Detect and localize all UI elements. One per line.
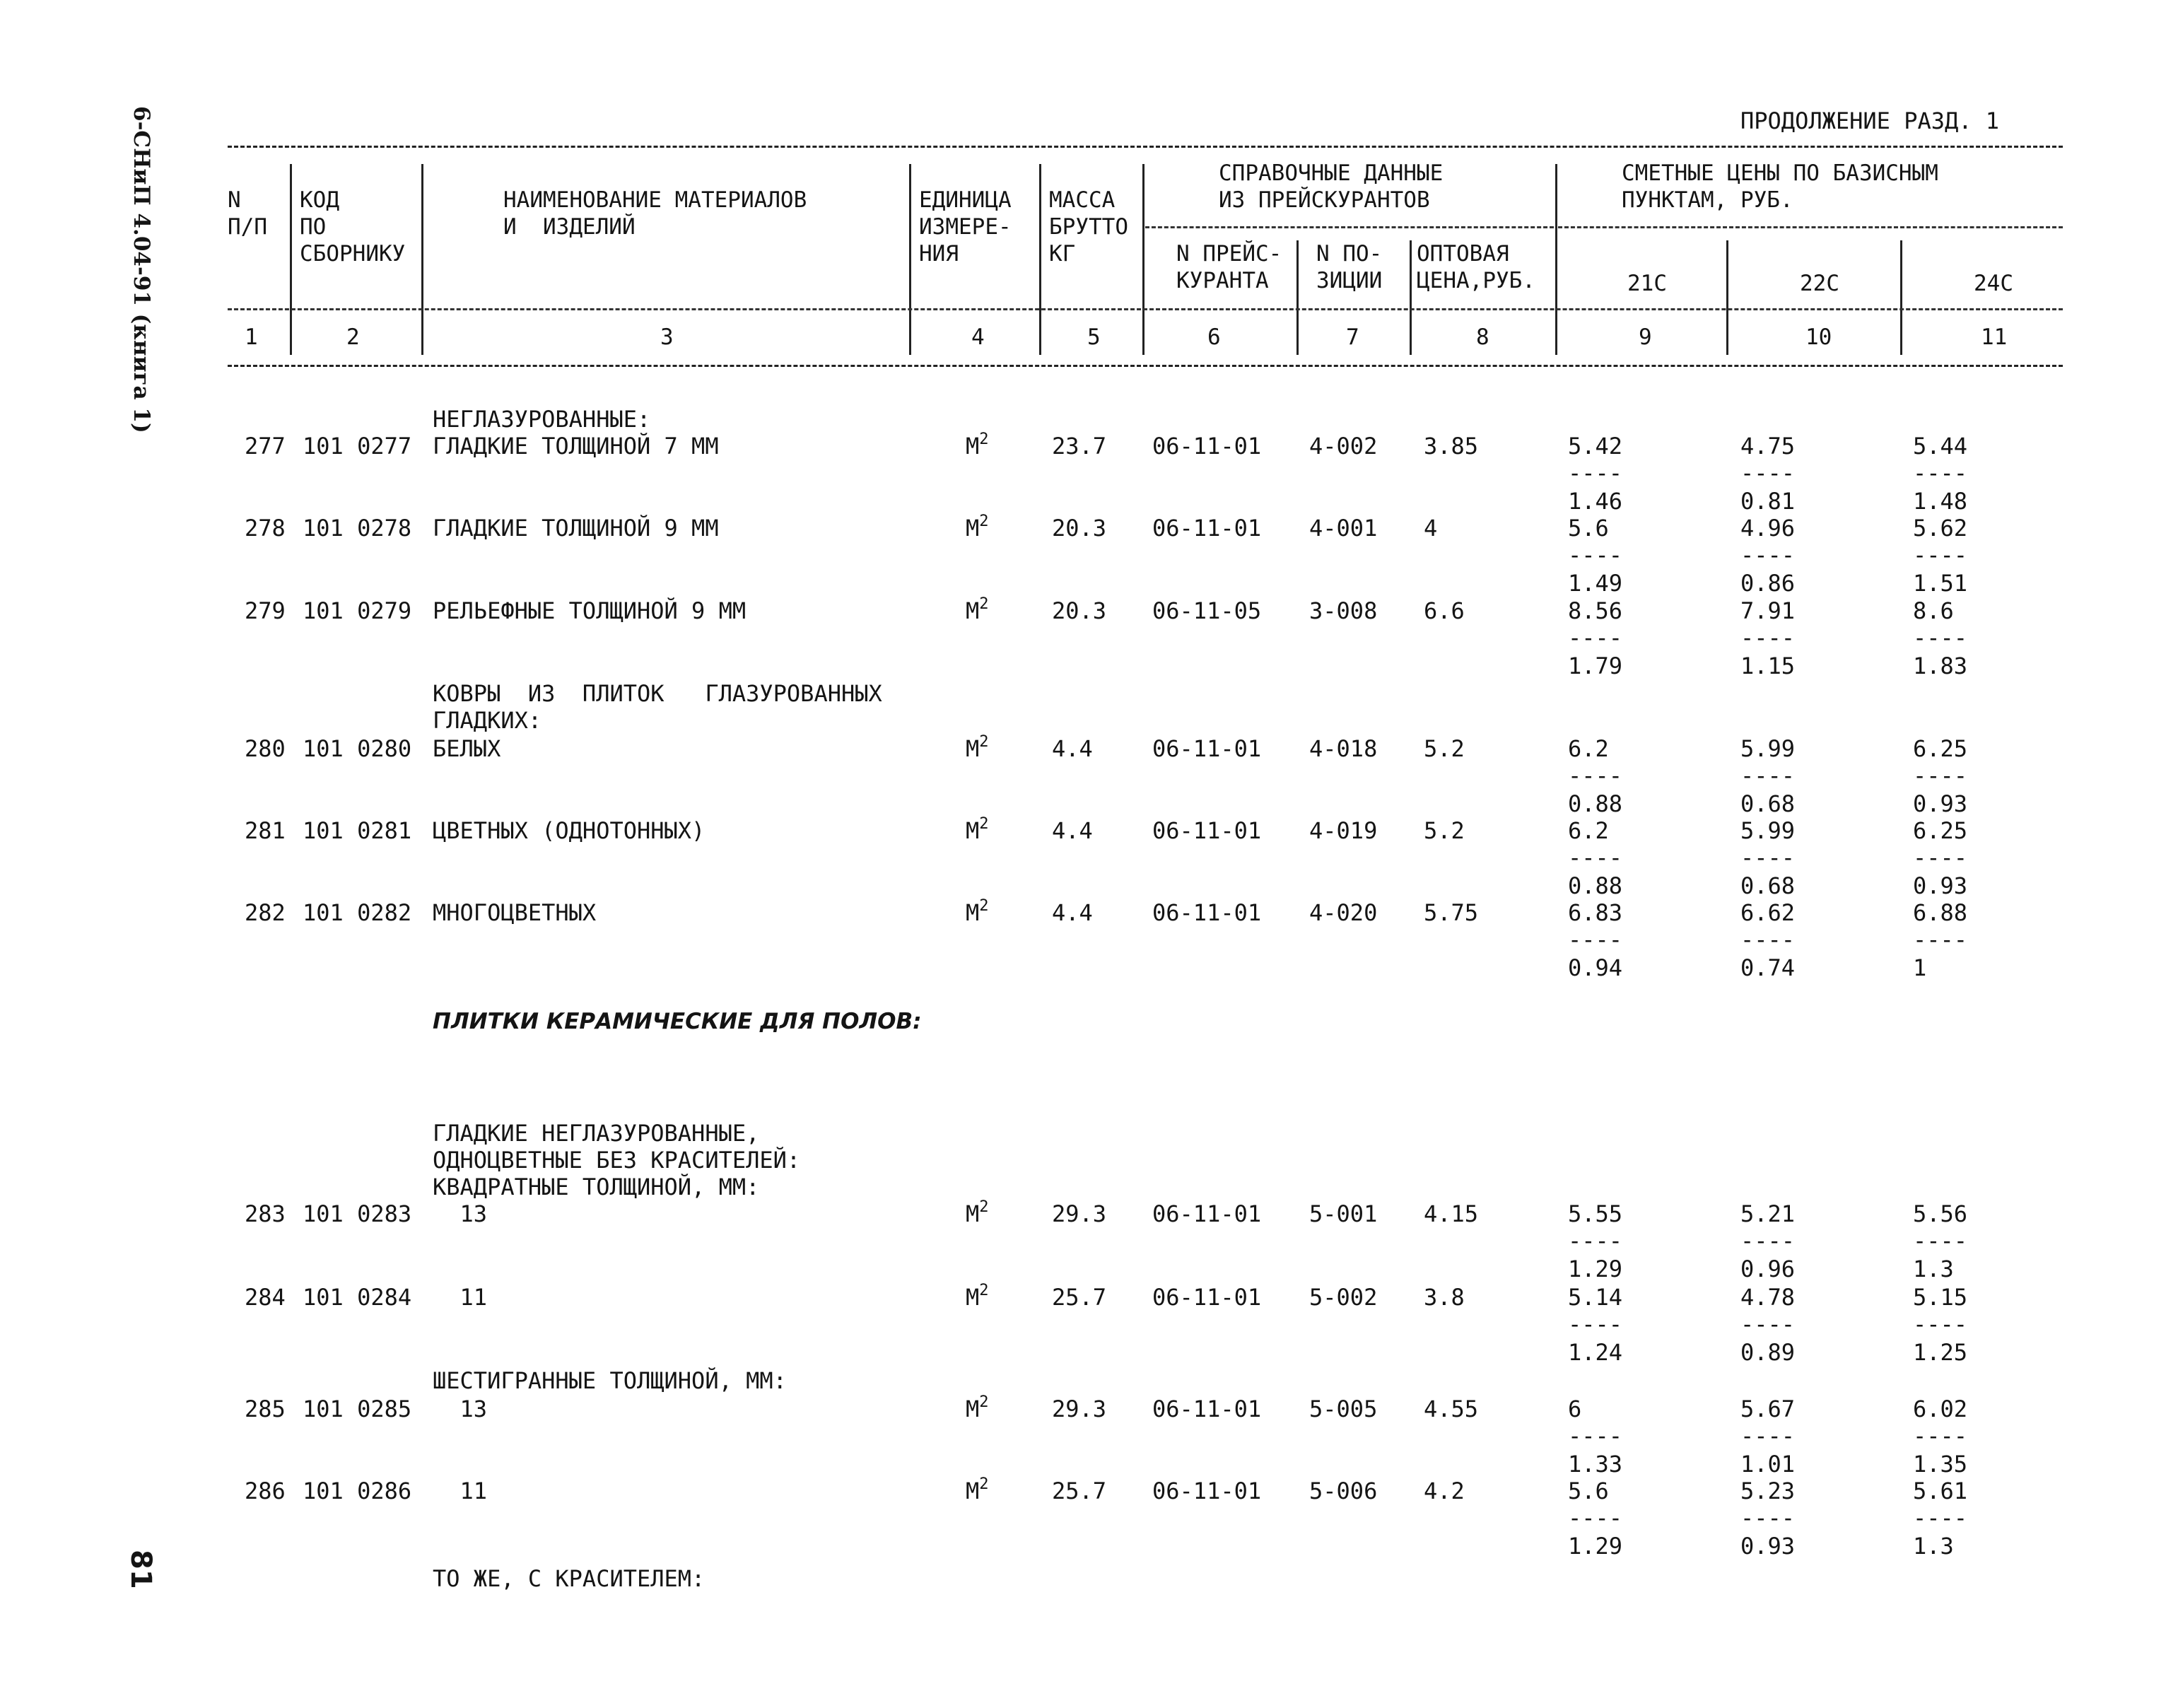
row-number: 283	[245, 1200, 286, 1227]
price-21c-bottom: 1.33	[1568, 1451, 1623, 1478]
price-22c-top: 5.23	[1740, 1478, 1796, 1504]
row-unit-exponent: 2	[979, 897, 989, 915]
header-num-1: 1	[245, 324, 258, 350]
price-24c-bottom: 1.35	[1913, 1451, 1968, 1478]
price-21c-top: 6	[1568, 1396, 1582, 1422]
price-22c-fraction-bar: ----	[1740, 624, 1796, 651]
row-wholesale-price: 4.15	[1424, 1200, 1479, 1227]
price-21c-bottom: 0.88	[1568, 790, 1623, 817]
header-col6-line1: N ПРЕЙС-	[1176, 241, 1282, 267]
row-unit-exponent: 2	[979, 1198, 989, 1216]
price-21c-bottom: 1.24	[1568, 1339, 1623, 1366]
price-22c-top: 5.99	[1740, 735, 1796, 762]
header-num-4: 4	[971, 324, 985, 350]
row-wholesale-price: 3.85	[1424, 433, 1479, 460]
price-24c-fraction-bar: ----	[1913, 1311, 1968, 1338]
row-code: 101 0279	[303, 597, 412, 624]
price-22c-fraction-bar: ----	[1740, 1311, 1796, 1338]
price-21c-fraction-bar: ----	[1568, 542, 1623, 568]
header-col8-line2: ЦЕНА,РУБ.	[1417, 268, 1535, 293]
header-num-3: 3	[660, 324, 674, 350]
row-code: 101 0285	[303, 1396, 412, 1422]
row-price-list: 06-11-01	[1152, 1396, 1262, 1422]
row-unit	[966, 1200, 989, 1227]
header-col9: 21С	[1627, 271, 1667, 296]
row-price-list: 06-11-01	[1152, 1200, 1262, 1227]
row-mass: 29.3	[1052, 1396, 1107, 1422]
price-24c-bottom: 1.3	[1913, 1533, 1954, 1560]
header-col8-line1: ОПТОВАЯ	[1417, 241, 1509, 267]
header-num-5: 5	[1087, 324, 1101, 350]
price-24c-fraction-bar: ----	[1913, 1504, 1968, 1531]
row-unit	[966, 1284, 989, 1311]
header-top-rule	[228, 146, 2063, 148]
price-24c-top: 5.62	[1913, 515, 1968, 542]
row-unit-text: М	[966, 433, 980, 460]
header-col2-line1: КОД	[300, 187, 339, 213]
row-unit	[966, 899, 989, 926]
row-wholesale-price: 6.6	[1424, 597, 1465, 624]
row-wholesale-price: 5.2	[1424, 735, 1465, 762]
price-24c-fraction-bar: ----	[1913, 926, 1968, 953]
header-num-2: 2	[346, 324, 360, 350]
price-22c-fraction-bar: ----	[1740, 844, 1796, 871]
header-price-group-line2: ПУНКТАМ, РУБ.	[1622, 187, 1793, 213]
row-unit-text: М	[966, 817, 980, 844]
header-col3-line2: И ИЗДЕЛИЙ	[503, 214, 636, 240]
price-24c-bottom: 1.83	[1913, 653, 1968, 679]
header-col10: 22С	[1800, 271, 1839, 296]
row-position: 5-002	[1309, 1284, 1378, 1311]
row-number: 282	[245, 899, 286, 926]
price-21c-fraction-bar: ----	[1568, 1311, 1623, 1338]
document-side-title: 6-СНиП 4.04-91 (книга 1)	[129, 106, 154, 433]
row-unit	[966, 515, 989, 542]
price-24c-bottom: 1.48	[1913, 488, 1968, 515]
price-24c-top: 5.15	[1913, 1284, 1968, 1311]
row-mass: 29.3	[1052, 1200, 1107, 1227]
header-col4-line3: НИЯ	[919, 241, 959, 267]
row-position: 5-001	[1309, 1200, 1378, 1227]
price-24c-top: 8.6	[1913, 597, 1954, 624]
price-22c-fraction-bar: ----	[1740, 460, 1796, 486]
header-col7-line1: N ПО-	[1316, 241, 1383, 267]
row-name: МНОГОЦВЕТНЫХ	[433, 899, 597, 926]
price-22c-bottom: 0.68	[1740, 872, 1796, 899]
row-wholesale-price: 5.2	[1424, 817, 1465, 844]
row-unit-exponent: 2	[979, 1282, 989, 1299]
price-24c-top: 5.44	[1913, 433, 1968, 460]
row-mass: 4.4	[1052, 817, 1093, 844]
price-22c-bottom: 0.86	[1740, 570, 1796, 597]
price-22c-bottom: 0.96	[1740, 1256, 1796, 1282]
price-24c-fraction-bar: ----	[1913, 1227, 1968, 1254]
price-21c-top: 5.6	[1568, 515, 1609, 542]
section-label-carpets-smooth: ГЛАДКИХ:	[433, 707, 542, 734]
row-name: 13	[433, 1396, 488, 1422]
price-22c-fraction-bar: ----	[1740, 1422, 1796, 1449]
row-unit	[966, 817, 989, 844]
row-code: 101 0284	[303, 1284, 412, 1311]
price-24c-fraction-bar: ----	[1913, 1422, 1968, 1449]
row-unit-text: М	[966, 735, 980, 762]
header-num-8: 8	[1476, 324, 1489, 350]
price-21c-bottom: 1.79	[1568, 653, 1623, 679]
row-unit-text: М	[966, 1200, 980, 1227]
row-number: 286	[245, 1478, 286, 1504]
header-col3-line1: НАИМЕНОВАНИЕ МАТЕРИАЛОВ	[503, 187, 807, 213]
row-code: 101 0278	[303, 515, 412, 542]
price-22c-fraction-bar: ----	[1740, 542, 1796, 568]
price-21c-fraction-bar: ----	[1568, 1504, 1623, 1531]
price-22c-top: 5.99	[1740, 817, 1796, 844]
header-col5-line1: МАССА	[1049, 187, 1116, 213]
price-24c-fraction-bar: ----	[1913, 844, 1968, 871]
row-number: 280	[245, 735, 286, 762]
row-unit-exponent: 2	[979, 595, 989, 613]
price-22c-fraction-bar: ----	[1740, 1227, 1796, 1254]
price-24c-bottom: 1.51	[1913, 570, 1968, 597]
row-position: 4-020	[1309, 899, 1378, 926]
row-code: 101 0280	[303, 735, 412, 762]
header-num-6: 6	[1207, 324, 1221, 350]
row-position: 5-005	[1309, 1396, 1378, 1422]
header-col11: 24С	[1974, 271, 2013, 296]
row-unit-exponent: 2	[979, 1475, 989, 1493]
price-21c-fraction-bar: ----	[1568, 460, 1623, 486]
price-24c-top: 5.61	[1913, 1478, 1968, 1504]
header-col1-line2: П/П	[228, 214, 267, 240]
price-21c-fraction-bar: ----	[1568, 926, 1623, 953]
row-unit	[966, 735, 989, 762]
row-unit-text: М	[966, 1284, 980, 1311]
row-name: 11	[433, 1284, 488, 1311]
header-num-7: 7	[1346, 324, 1359, 350]
header-col5-line2: БРУТТО	[1049, 214, 1128, 240]
section-label-with-dye: ТО ЖЕ, С КРАСИТЕЛЕМ:	[433, 1565, 706, 1592]
price-22c-top: 4.78	[1740, 1284, 1796, 1311]
row-unit-exponent: 2	[979, 733, 989, 751]
header-num-11: 11	[1981, 324, 2008, 350]
price-22c-fraction-bar: ----	[1740, 926, 1796, 953]
row-unit-text: М	[966, 597, 980, 624]
header-col4-line1: ЕДИНИЦА	[919, 187, 1012, 213]
row-code: 101 0282	[303, 899, 412, 926]
row-mass: 20.3	[1052, 597, 1107, 624]
row-name: 13	[433, 1200, 488, 1227]
price-21c-top: 5.6	[1568, 1478, 1609, 1504]
row-number: 281	[245, 817, 286, 844]
price-21c-bottom: 1.29	[1568, 1533, 1623, 1560]
price-21c-top: 5.14	[1568, 1284, 1623, 1311]
header-ref-group-line2: ИЗ ПРЕЙСКУРАНТОВ	[1219, 187, 1430, 213]
continuation-label: ПРОДОЛЖЕНИЕ РАЗД. 1	[1740, 107, 2000, 134]
row-wholesale-price: 3.8	[1424, 1284, 1465, 1311]
row-mass: 4.4	[1052, 899, 1093, 926]
row-position: 4-002	[1309, 433, 1378, 460]
price-22c-bottom: 1.15	[1740, 653, 1796, 679]
row-price-list: 06-11-01	[1152, 1284, 1262, 1311]
row-mass: 4.4	[1052, 735, 1093, 762]
row-unit-text: М	[966, 515, 980, 542]
price-24c-bottom: 0.93	[1913, 790, 1968, 817]
price-22c-top: 7.91	[1740, 597, 1796, 624]
price-22c-bottom: 0.93	[1740, 1533, 1796, 1560]
price-24c-bottom: 1.3	[1913, 1256, 1954, 1282]
row-code: 101 0281	[303, 817, 412, 844]
price-21c-bottom: 1.46	[1568, 488, 1623, 515]
row-unit-exponent: 2	[979, 815, 989, 833]
header-col2-line3: СБОРНИКУ	[300, 241, 406, 267]
row-number: 279	[245, 597, 286, 624]
section-label-single-color: ОДНОЦВЕТНЫЕ БЕЗ КРАСИТЕЛЕЙ:	[433, 1147, 801, 1174]
price-22c-fraction-bar: ----	[1740, 1504, 1796, 1531]
price-24c-bottom: 1.25	[1913, 1339, 1968, 1366]
row-wholesale-price: 4.2	[1424, 1478, 1465, 1504]
header-bottom-rule	[228, 365, 2063, 367]
price-21c-top: 6.2	[1568, 735, 1609, 762]
row-unit-text: М	[966, 1396, 980, 1422]
header-price-group-line1: СМЕТНЫЕ ЦЕНЫ ПО БАЗИСНЫМ	[1622, 160, 1938, 186]
header-col7-line2: ЗИЦИИ	[1316, 268, 1383, 293]
header-col2-line2: ПО	[300, 214, 327, 240]
price-24c-top: 6.02	[1913, 1396, 1968, 1422]
row-wholesale-price: 5.75	[1424, 899, 1479, 926]
row-number: 285	[245, 1396, 286, 1422]
header-col4-line2: ИЗМЕРЕ-	[919, 214, 1012, 240]
section-title-floor-tiles: ПЛИТКИ КЕРАМИЧЕСКИЕ ДЛЯ ПОЛОВ:	[433, 1009, 922, 1034]
row-name: ГЛАДКИЕ ТОЛЩИНОЙ 7 ММ	[433, 433, 719, 460]
price-21c-top: 5.42	[1568, 433, 1623, 460]
price-21c-top: 6.2	[1568, 817, 1609, 844]
header-col5-line3: КГ	[1049, 241, 1076, 267]
row-position: 5-006	[1309, 1478, 1378, 1504]
row-code: 101 0286	[303, 1478, 412, 1504]
row-unit-exponent: 2	[979, 431, 989, 448]
row-unit-exponent: 2	[979, 513, 989, 530]
row-position: 4-001	[1309, 515, 1378, 542]
price-24c-top: 6.25	[1913, 735, 1968, 762]
row-name: РЕЛЬЕФНЫЕ ТОЛЩИНОЙ 9 ММ	[433, 597, 747, 624]
price-21c-bottom: 1.29	[1568, 1256, 1623, 1282]
price-24c-fraction-bar: ----	[1913, 624, 1968, 651]
row-unit-exponent: 2	[979, 1393, 989, 1411]
row-price-list: 06-11-01	[1152, 433, 1262, 460]
price-21c-fraction-bar: ----	[1568, 844, 1623, 871]
row-price-list: 06-11-01	[1152, 817, 1262, 844]
price-22c-bottom: 0.81	[1740, 488, 1796, 515]
price-21c-bottom: 0.88	[1568, 872, 1623, 899]
price-24c-top: 5.56	[1913, 1200, 1968, 1227]
row-position: 4-019	[1309, 817, 1378, 844]
row-price-list: 06-11-01	[1152, 735, 1262, 762]
price-24c-bottom: 1	[1913, 954, 1927, 981]
header-num-10: 10	[1805, 324, 1832, 350]
price-21c-top: 8.56	[1568, 597, 1623, 624]
price-22c-bottom: 0.89	[1740, 1339, 1796, 1366]
row-wholesale-price: 4	[1424, 515, 1438, 542]
row-price-list: 06-11-01	[1152, 1478, 1262, 1504]
row-unit	[966, 1393, 989, 1422]
price-22c-bottom: 0.68	[1740, 790, 1796, 817]
page-number: 81	[124, 1550, 157, 1589]
row-mass: 25.7	[1052, 1284, 1107, 1311]
row-unit-text: М	[966, 1478, 980, 1504]
price-21c-top: 5.55	[1568, 1200, 1623, 1227]
row-mass: 23.7	[1052, 433, 1107, 460]
price-22c-top: 4.96	[1740, 515, 1796, 542]
row-code: 101 0277	[303, 433, 412, 460]
section-label-unglazed: НЕГЛАЗУРОВАННЫЕ:	[433, 406, 651, 433]
row-number: 284	[245, 1284, 286, 1311]
row-position: 4-018	[1309, 735, 1378, 762]
row-position: 3-008	[1309, 597, 1378, 624]
row-price-list: 06-11-01	[1152, 899, 1262, 926]
price-22c-top: 4.75	[1740, 433, 1796, 460]
header-ref-group-line1: СПРАВОЧНЫЕ ДАННЫЕ	[1219, 160, 1444, 186]
price-24c-fraction-bar: ----	[1913, 762, 1968, 789]
row-wholesale-price: 4.55	[1424, 1396, 1479, 1422]
header-num-9: 9	[1639, 324, 1652, 350]
row-name: 11	[433, 1478, 488, 1504]
price-22c-top: 6.62	[1740, 899, 1796, 926]
row-mass: 20.3	[1052, 515, 1107, 542]
section-label-square: КВАДРАТНЫЕ ТОЛЩИНОЙ, ММ:	[433, 1174, 760, 1200]
row-price-list: 06-11-05	[1152, 597, 1262, 624]
row-code: 101 0283	[303, 1200, 412, 1227]
row-price-list: 06-11-01	[1152, 515, 1262, 542]
price-21c-bottom: 0.94	[1568, 954, 1623, 981]
row-name: БЕЛЫХ	[433, 735, 501, 762]
price-21c-fraction-bar: ----	[1568, 624, 1623, 651]
row-unit-text: М	[966, 899, 980, 926]
price-22c-bottom: 1.01	[1740, 1451, 1796, 1478]
row-number: 277	[245, 433, 286, 460]
price-22c-bottom: 0.74	[1740, 954, 1796, 981]
price-21c-fraction-bar: ----	[1568, 762, 1623, 789]
row-unit	[966, 433, 989, 460]
price-24c-fraction-bar: ----	[1913, 460, 1968, 486]
price-21c-top: 6.83	[1568, 899, 1623, 926]
row-name: ГЛАДКИЕ ТОЛЩИНОЙ 9 ММ	[433, 515, 719, 542]
price-24c-bottom: 0.93	[1913, 872, 1968, 899]
header-col1-line1: N	[228, 187, 241, 213]
row-number: 278	[245, 515, 286, 542]
row-name: ЦВЕТНЫХ (ОДНОТОННЫХ)	[433, 817, 706, 844]
price-24c-fraction-bar: ----	[1913, 542, 1968, 568]
row-mass: 25.7	[1052, 1478, 1107, 1504]
row-unit	[966, 1475, 989, 1504]
price-22c-fraction-bar: ----	[1740, 762, 1796, 789]
section-label-carpets: КОВРЫ ИЗ ПЛИТОК ГЛАЗУРОВАННЫХ	[433, 680, 882, 707]
section-label-hexagonal: ШЕСТИГРАННЫЕ ТОЛЩИНОЙ, ММ:	[433, 1367, 787, 1394]
price-24c-top: 6.88	[1913, 899, 1968, 926]
price-22c-top: 5.67	[1740, 1396, 1796, 1422]
price-21c-fraction-bar: ----	[1568, 1422, 1623, 1449]
section-label-smooth-unglazed: ГЛАДКИЕ НЕГЛАЗУРОВАННЫЕ,	[433, 1120, 760, 1147]
row-unit	[966, 597, 989, 624]
price-24c-top: 6.25	[1913, 817, 1968, 844]
price-21c-bottom: 1.49	[1568, 570, 1623, 597]
price-21c-fraction-bar: ----	[1568, 1227, 1623, 1254]
price-22c-top: 5.21	[1740, 1200, 1796, 1227]
header-col6-line2: КУРАНТА	[1176, 268, 1269, 293]
